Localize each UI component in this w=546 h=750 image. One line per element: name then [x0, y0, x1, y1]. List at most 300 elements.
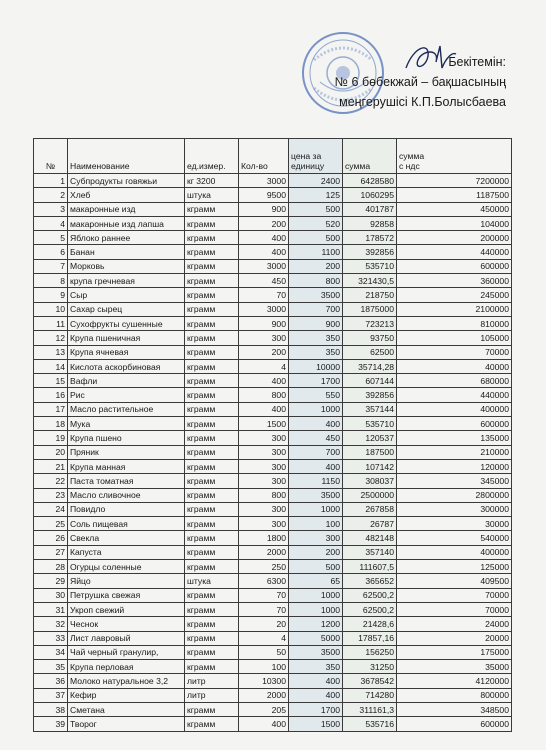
cell-price: 200 [289, 259, 343, 273]
cell-qty: 300 [239, 474, 289, 488]
cell-price: 400 [289, 674, 343, 688]
cell-vat: 409500 [397, 574, 512, 588]
table-row [34, 717, 512, 731]
cell-price: 400 [289, 417, 343, 431]
cell-vat: 125000 [397, 560, 512, 574]
cell-sum: 482148 [343, 531, 397, 545]
cell-name: макаронные изд лапша [68, 216, 185, 230]
cell-name: Соль пищевая [68, 517, 185, 531]
cell-qty: 4 [239, 359, 289, 373]
cell-vat: 680000 [397, 374, 512, 388]
cell-sum: 21428,6 [343, 617, 397, 631]
table-row [34, 202, 512, 216]
cell-qty: 900 [239, 202, 289, 216]
cell-no: 2 [34, 188, 68, 202]
header-unit: ед.измер. [185, 139, 239, 174]
cell-vat: 800000 [397, 688, 512, 702]
cell-price: 520 [289, 216, 343, 230]
cell-sum: 308037 [343, 474, 397, 488]
cell-vat: 7200000 [397, 174, 512, 188]
cell-price: 200 [289, 545, 343, 559]
cell-name: Паста томатная [68, 474, 185, 488]
cell-name: Молоко натуральное 3,2 [68, 674, 185, 688]
header-sum: сумма [343, 139, 397, 174]
cell-price: 1700 [289, 702, 343, 716]
cell-price: 500 [289, 231, 343, 245]
cell-name: Сметана [68, 702, 185, 716]
cell-no: 16 [34, 388, 68, 402]
cell-vat: 210000 [397, 445, 512, 459]
cell-price: 900 [289, 316, 343, 330]
cell-no: 25 [34, 517, 68, 531]
cell-name: Сыр [68, 288, 185, 302]
cell-unit: кграмм [185, 388, 239, 402]
cell-sum: 267858 [343, 502, 397, 516]
cell-price: 1000 [289, 502, 343, 516]
cell-name: Рис [68, 388, 185, 402]
cell-unit: кграмм [185, 231, 239, 245]
cell-price: 100 [289, 517, 343, 531]
cell-vat: 135000 [397, 431, 512, 445]
cell-sum: 357144 [343, 402, 397, 416]
cell-unit: кграмм [185, 402, 239, 416]
cell-name: Яблоко раннее [68, 231, 185, 245]
cell-qty: 3000 [239, 302, 289, 316]
cell-vat: 440000 [397, 245, 512, 259]
table-row [34, 431, 512, 445]
cell-vat: 1187500 [397, 188, 512, 202]
header-vat-line1: сумма [399, 151, 425, 161]
cell-price: 500 [289, 560, 343, 574]
cell-no: 33 [34, 631, 68, 645]
table-row [34, 574, 512, 588]
approval-title: Бекітемін: [448, 55, 506, 69]
cell-sum: 35714,28 [343, 359, 397, 373]
cell-qty: 70 [239, 288, 289, 302]
cell-qty: 400 [239, 717, 289, 731]
cell-price: 800 [289, 274, 343, 288]
cell-vat: 810000 [397, 316, 512, 330]
cell-name: Масло растительное [68, 402, 185, 416]
cell-no: 1 [34, 174, 68, 188]
cell-price: 1100 [289, 245, 343, 259]
cell-name: макаронные изд [68, 202, 185, 216]
cell-price: 1000 [289, 602, 343, 616]
cell-sum: 107142 [343, 459, 397, 473]
cell-name: Хлеб [68, 188, 185, 202]
cell-sum: 714280 [343, 688, 397, 702]
cell-no: 11 [34, 316, 68, 330]
cell-sum: 111607,5 [343, 560, 397, 574]
cell-name: Крупа пшеничная [68, 331, 185, 345]
cell-no: 24 [34, 502, 68, 516]
cell-unit: кграмм [185, 345, 239, 359]
cell-no: 8 [34, 274, 68, 288]
cell-qty: 6300 [239, 574, 289, 588]
cell-price: 500 [289, 202, 343, 216]
cell-sum: 62500,2 [343, 602, 397, 616]
cell-price: 700 [289, 302, 343, 316]
cell-unit: кграмм [185, 702, 239, 716]
table-body [34, 174, 512, 732]
cell-qty: 3000 [239, 259, 289, 273]
cell-qty: 450 [239, 274, 289, 288]
cell-vat: 70000 [397, 602, 512, 616]
cell-sum: 311161,3 [343, 702, 397, 716]
cell-no: 19 [34, 431, 68, 445]
table-row [34, 259, 512, 273]
cell-unit: кг 3200 [185, 174, 239, 188]
cell-no: 22 [34, 474, 68, 488]
cell-price: 550 [289, 388, 343, 402]
products-table [33, 138, 512, 732]
table-row [34, 388, 512, 402]
cell-no: 35 [34, 660, 68, 674]
table-header-row [34, 139, 512, 174]
cell-qty: 900 [239, 316, 289, 330]
cell-sum: 1060295 [343, 188, 397, 202]
cell-price: 350 [289, 345, 343, 359]
cell-price: 5000 [289, 631, 343, 645]
cell-price: 10000 [289, 359, 343, 373]
cell-qty: 10300 [239, 674, 289, 688]
cell-sum: 3678542 [343, 674, 397, 688]
header-no: № [34, 139, 68, 174]
header-price-line1: цена за [291, 151, 322, 161]
table-row [34, 688, 512, 702]
cell-no: 18 [34, 417, 68, 431]
cell-unit: литр [185, 674, 239, 688]
cell-qty: 200 [239, 216, 289, 230]
table-row [34, 288, 512, 302]
cell-unit: кграмм [185, 645, 239, 659]
cell-price: 125 [289, 188, 343, 202]
cell-vat: 360000 [397, 274, 512, 288]
table-row [34, 459, 512, 473]
table-row [34, 531, 512, 545]
approval-org-line: № 6 бөбекжай – бақшасының [334, 75, 506, 89]
cell-unit: кграмм [185, 274, 239, 288]
cell-qty: 250 [239, 560, 289, 574]
cell-name: Пряник [68, 445, 185, 459]
cell-no: 34 [34, 645, 68, 659]
cell-sum: 92858 [343, 216, 397, 230]
cell-unit: кграмм [185, 488, 239, 502]
cell-qty: 400 [239, 374, 289, 388]
table-row [34, 188, 512, 202]
table-row [34, 560, 512, 574]
cell-unit: кграмм [185, 431, 239, 445]
cell-qty: 9500 [239, 188, 289, 202]
cell-sum: 62500,2 [343, 588, 397, 602]
table-row [34, 660, 512, 674]
cell-sum: 178572 [343, 231, 397, 245]
cell-vat: 120000 [397, 459, 512, 473]
cell-qty: 300 [239, 517, 289, 531]
cell-unit: кграмм [185, 331, 239, 345]
header-qty: Кол-во [239, 139, 289, 174]
cell-unit: кграмм [185, 660, 239, 674]
cell-sum: 26787 [343, 517, 397, 531]
cell-qty: 2000 [239, 545, 289, 559]
cell-unit: штука [185, 574, 239, 588]
cell-qty: 100 [239, 660, 289, 674]
cell-sum: 17857,16 [343, 631, 397, 645]
cell-vat: 104000 [397, 216, 512, 230]
cell-qty: 70 [239, 602, 289, 616]
cell-no: 13 [34, 345, 68, 359]
cell-name: Огурцы соленные [68, 560, 185, 574]
cell-price: 1500 [289, 717, 343, 731]
cell-no: 4 [34, 216, 68, 230]
cell-name: Крупа перловая [68, 660, 185, 674]
cell-vat: 348500 [397, 702, 512, 716]
table-row [34, 331, 512, 345]
table-row [34, 274, 512, 288]
cell-unit: штука [185, 188, 239, 202]
table-row [34, 517, 512, 531]
table-row [34, 245, 512, 259]
cell-qty: 1800 [239, 531, 289, 545]
cell-qty: 3000 [239, 174, 289, 188]
cell-no: 3 [34, 202, 68, 216]
table-row [34, 488, 512, 502]
table-row [34, 231, 512, 245]
cell-vat: 2800000 [397, 488, 512, 502]
cell-vat: 200000 [397, 231, 512, 245]
table-row [34, 374, 512, 388]
cell-vat: 450000 [397, 202, 512, 216]
table-row [34, 645, 512, 659]
cell-unit: кграмм [185, 502, 239, 516]
cell-name: Субпродукты говяжьи [68, 174, 185, 188]
cell-sum: 31250 [343, 660, 397, 674]
cell-vat: 70000 [397, 345, 512, 359]
cell-unit: кграмм [185, 288, 239, 302]
table-row [34, 602, 512, 616]
cell-name: Кефир [68, 688, 185, 702]
cell-vat: 2100000 [397, 302, 512, 316]
table-row [34, 702, 512, 716]
cell-vat: 105000 [397, 331, 512, 345]
table-row [34, 316, 512, 330]
cell-qty: 300 [239, 459, 289, 473]
cell-no: 32 [34, 617, 68, 631]
cell-price: 1150 [289, 474, 343, 488]
cell-sum: 2500000 [343, 488, 397, 502]
cell-no: 20 [34, 445, 68, 459]
cell-vat: 4120000 [397, 674, 512, 688]
header-price-line2: единицу [291, 161, 325, 171]
cell-vat: 24000 [397, 617, 512, 631]
cell-vat: 300000 [397, 502, 512, 516]
cell-name: Лист лавровый [68, 631, 185, 645]
cell-vat: 70000 [397, 588, 512, 602]
cell-unit: кграмм [185, 359, 239, 373]
cell-price: 1700 [289, 374, 343, 388]
cell-price: 450 [289, 431, 343, 445]
cell-unit: кграмм [185, 459, 239, 473]
table-row [34, 674, 512, 688]
cell-price: 1000 [289, 402, 343, 416]
table-row [34, 617, 512, 631]
cell-no: 38 [34, 702, 68, 716]
cell-unit: кграмм [185, 717, 239, 731]
cell-no: 30 [34, 588, 68, 602]
cell-price: 400 [289, 688, 343, 702]
table-row [34, 302, 512, 316]
cell-name: Петрушка свежая [68, 588, 185, 602]
cell-sum: 535710 [343, 417, 397, 431]
table-row [34, 445, 512, 459]
cell-price: 65 [289, 574, 343, 588]
table-row [34, 174, 512, 188]
cell-unit: кграмм [185, 545, 239, 559]
cell-price: 700 [289, 445, 343, 459]
cell-price: 1200 [289, 617, 343, 631]
cell-unit: кграмм [185, 602, 239, 616]
cell-name: Чеснок [68, 617, 185, 631]
cell-name: Свекла [68, 531, 185, 545]
cell-no: 39 [34, 717, 68, 731]
cell-no: 28 [34, 560, 68, 574]
cell-sum: 218750 [343, 288, 397, 302]
cell-no: 29 [34, 574, 68, 588]
cell-qty: 20 [239, 617, 289, 631]
cell-unit: кграмм [185, 316, 239, 330]
cell-no: 9 [34, 288, 68, 302]
table-row [34, 345, 512, 359]
cell-vat: 540000 [397, 531, 512, 545]
cell-vat: 40000 [397, 359, 512, 373]
cell-sum: 1875000 [343, 302, 397, 316]
cell-unit: кграмм [185, 374, 239, 388]
cell-qty: 4 [239, 631, 289, 645]
cell-sum: 120537 [343, 431, 397, 445]
cell-vat: 400000 [397, 402, 512, 416]
header-price [289, 139, 343, 174]
cell-vat: 600000 [397, 417, 512, 431]
cell-name: Крупа манная [68, 459, 185, 473]
cell-vat: 400000 [397, 545, 512, 559]
cell-name: Вафли [68, 374, 185, 388]
cell-unit: кграмм [185, 445, 239, 459]
header-vat-line2: с ндс [399, 161, 420, 171]
cell-price: 2400 [289, 174, 343, 188]
cell-unit: кграмм [185, 631, 239, 645]
cell-no: 23 [34, 488, 68, 502]
cell-qty: 205 [239, 702, 289, 716]
cell-qty: 70 [239, 588, 289, 602]
cell-no: 10 [34, 302, 68, 316]
cell-sum: 392856 [343, 245, 397, 259]
table-row [34, 474, 512, 488]
cell-unit: кграмм [185, 517, 239, 531]
cell-qty: 400 [239, 245, 289, 259]
cell-vat: 600000 [397, 259, 512, 273]
cell-no: 21 [34, 459, 68, 473]
cell-price: 300 [289, 531, 343, 545]
cell-unit: кграмм [185, 302, 239, 316]
cell-sum: 357140 [343, 545, 397, 559]
cell-no: 7 [34, 259, 68, 273]
cell-name: Сухофрукты сушенные [68, 316, 185, 330]
cell-unit: кграмм [185, 417, 239, 431]
cell-sum: 401787 [343, 202, 397, 216]
cell-vat: 30000 [397, 517, 512, 531]
cell-price: 400 [289, 459, 343, 473]
cell-sum: 607144 [343, 374, 397, 388]
cell-price: 3500 [289, 645, 343, 659]
cell-unit: кграмм [185, 531, 239, 545]
cell-no: 5 [34, 231, 68, 245]
cell-name: Чай черный гранулир, [68, 645, 185, 659]
cell-no: 27 [34, 545, 68, 559]
cell-qty: 300 [239, 331, 289, 345]
table-row [34, 359, 512, 373]
cell-qty: 300 [239, 445, 289, 459]
cell-qty: 400 [239, 402, 289, 416]
cell-name: Повидло [68, 502, 185, 516]
cell-unit: кграмм [185, 617, 239, 631]
cell-name: Кислота аскорбиновая [68, 359, 185, 373]
cell-sum: 187500 [343, 445, 397, 459]
cell-name: крупа гречневая [68, 274, 185, 288]
cell-unit: кграмм [185, 245, 239, 259]
cell-price: 1000 [289, 588, 343, 602]
table-row [34, 588, 512, 602]
table-row [34, 545, 512, 559]
cell-unit: кграмм [185, 474, 239, 488]
table-row [34, 402, 512, 416]
cell-qty: 300 [239, 502, 289, 516]
approval-head-line: меңгерушісі К.П.Болысбаева [339, 95, 506, 109]
cell-qty: 800 [239, 388, 289, 402]
cell-sum: 392856 [343, 388, 397, 402]
cell-vat: 20000 [397, 631, 512, 645]
cell-qty: 50 [239, 645, 289, 659]
cell-sum: 535710 [343, 259, 397, 273]
table-row [34, 417, 512, 431]
cell-sum: 321430,5 [343, 274, 397, 288]
cell-name: Масло сливочное [68, 488, 185, 502]
cell-vat: 440000 [397, 388, 512, 402]
cell-unit: кграмм [185, 202, 239, 216]
cell-sum: 156250 [343, 645, 397, 659]
cell-unit: кграмм [185, 560, 239, 574]
cell-name: Мука [68, 417, 185, 431]
cell-vat: 175000 [397, 645, 512, 659]
table-row [34, 216, 512, 230]
cell-no: 37 [34, 688, 68, 702]
cell-sum: 62500 [343, 345, 397, 359]
cell-no: 15 [34, 374, 68, 388]
cell-sum: 365652 [343, 574, 397, 588]
cell-qty: 400 [239, 231, 289, 245]
cell-name: Творог [68, 717, 185, 731]
cell-name: Укроп свежий [68, 602, 185, 616]
cell-sum: 93750 [343, 331, 397, 345]
cell-no: 36 [34, 674, 68, 688]
header-name: Наименование [68, 139, 185, 174]
cell-name: Сахар сырец [68, 302, 185, 316]
cell-name: Банан [68, 245, 185, 259]
cell-name: Яйцо [68, 574, 185, 588]
cell-name: Крупа ячневая [68, 345, 185, 359]
cell-vat: 245000 [397, 288, 512, 302]
cell-price: 3500 [289, 488, 343, 502]
cell-qty: 200 [239, 345, 289, 359]
